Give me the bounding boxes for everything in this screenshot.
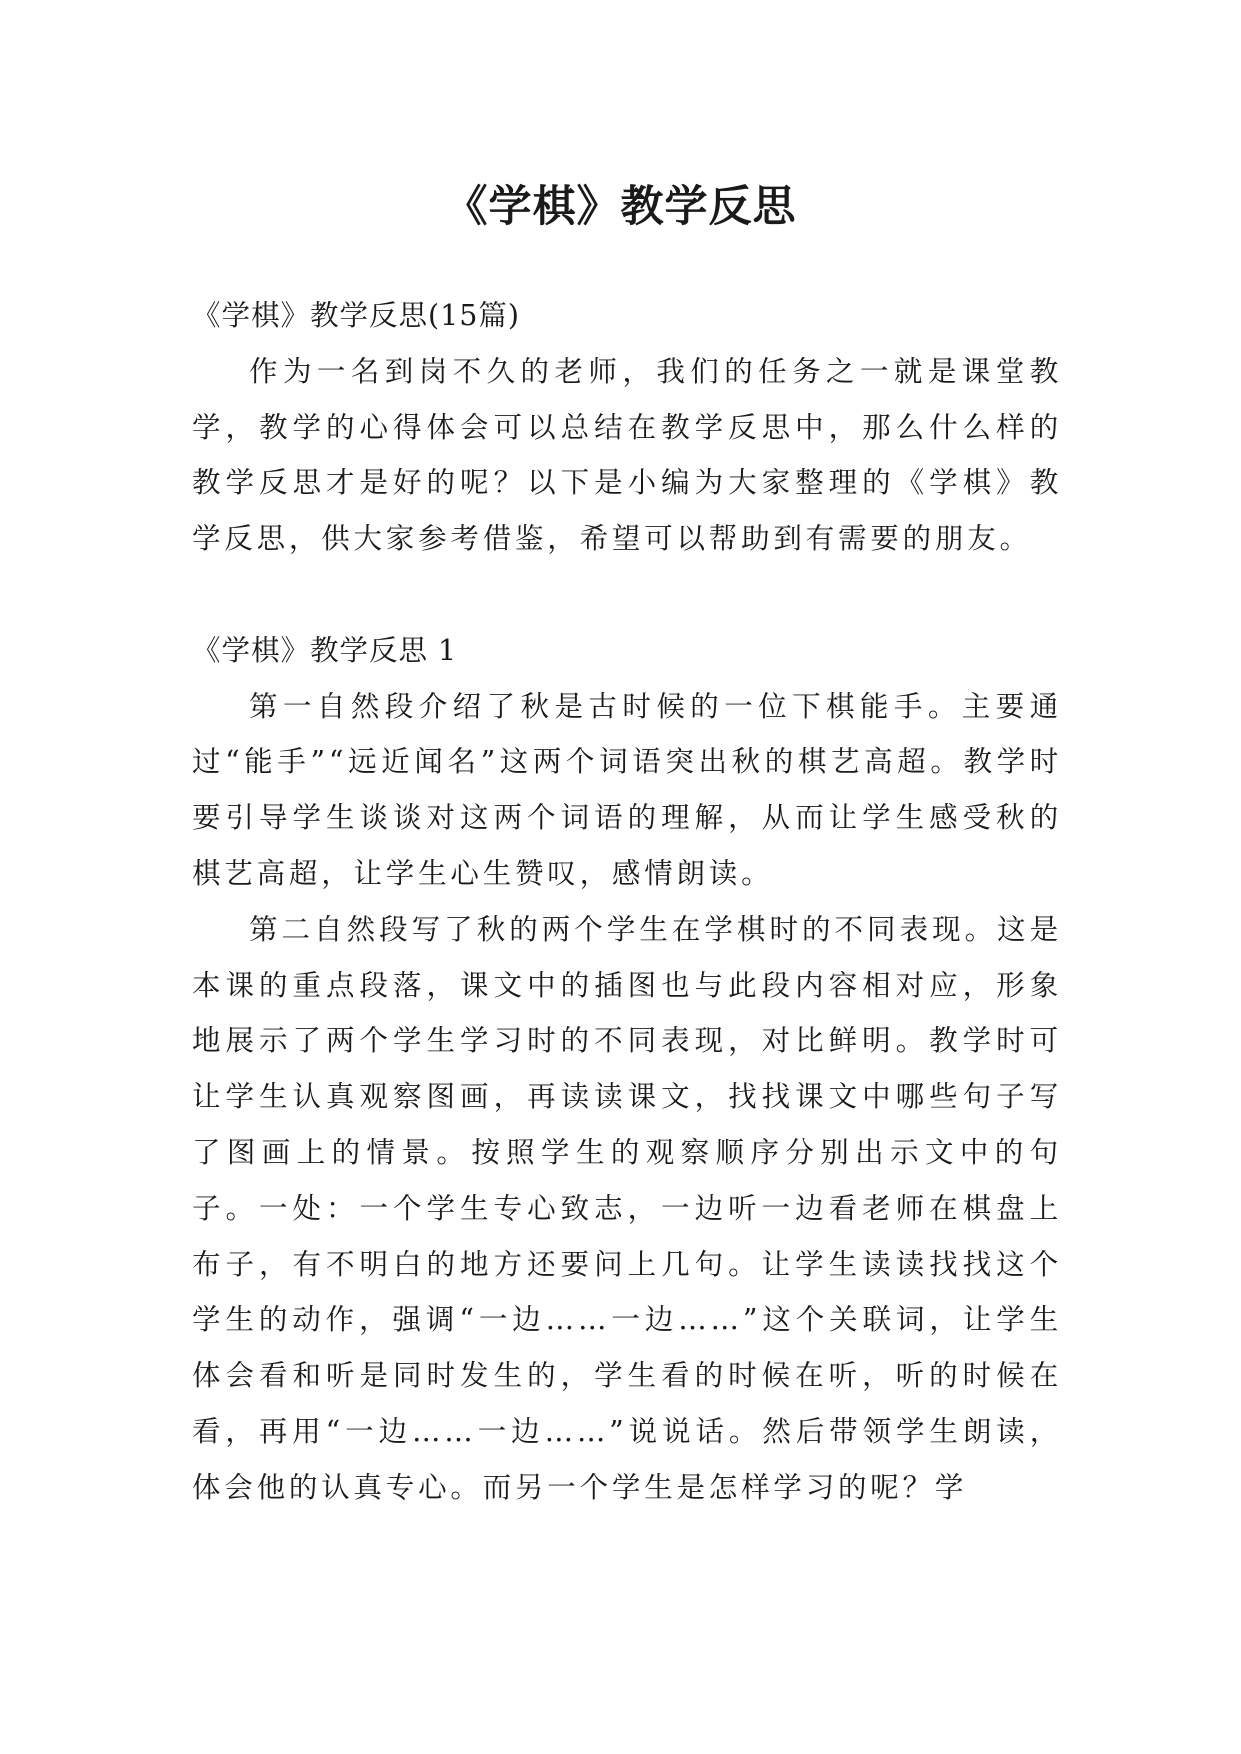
section-1-paragraph-1: 第一自然段介绍了秋是古时候的一位下棋能手。主要通过“能手”“远近闻名”这两个词语突出秋的棋艺高超。教学时要引导学生谈谈对这两个词语的理解，从而让学生感受秋的棋艺高超，让学生心生赞叹，感情朗读。 <box>192 689 1062 890</box>
document-body <box>192 288 1062 1516</box>
intro-heading: 《学棋》教学反思(15篇) <box>192 299 521 332</box>
document-title: 《学棋》教学反思 <box>444 181 797 232</box>
section-spacer <box>192 567 1062 623</box>
intro-paragraph: 作为一名到岗不久的老师，我们的任务之一就是课堂教学，教学的心得体会可以总结在教学反思中，那么什么样的教学反思才是好的呢？以下是小编为大家整理的《学棋》教学反思，供大家参考借鉴，希望可以帮助到有需要的朋友。 <box>192 354 1062 556</box>
section-1-paragraph-2: 第二自然段写了秋的两个学生在学棋时的不同表现。这是本课的重点段落，课文中的插图也与此段内容相对应，形象地展示了两个学生学习时的不同表现，对比鲜明。教学时可让学生认真观察图画，再读读课文，找找课文中哪些句子写了图画上的情景。按照学生的观察顺序分别出示文中的句子。一处：一个学生专心致志，一边听一边看老师在棋盘上布子，有不明白的地方还要问上几句。让学生读读找找这个学生的动作，强调“一边……一边……”这个关联词，让学生体会看和听是同时发生的，学生看的时候在听，听的时候在看，再用“一边……一边……”说说话。然后带领学生朗读，体会他的认真专心。而另一个学生是怎样学习的呢？学 <box>192 912 1062 1504</box>
section-1-heading: 《学棋》教学反思 1 <box>192 633 458 667</box>
